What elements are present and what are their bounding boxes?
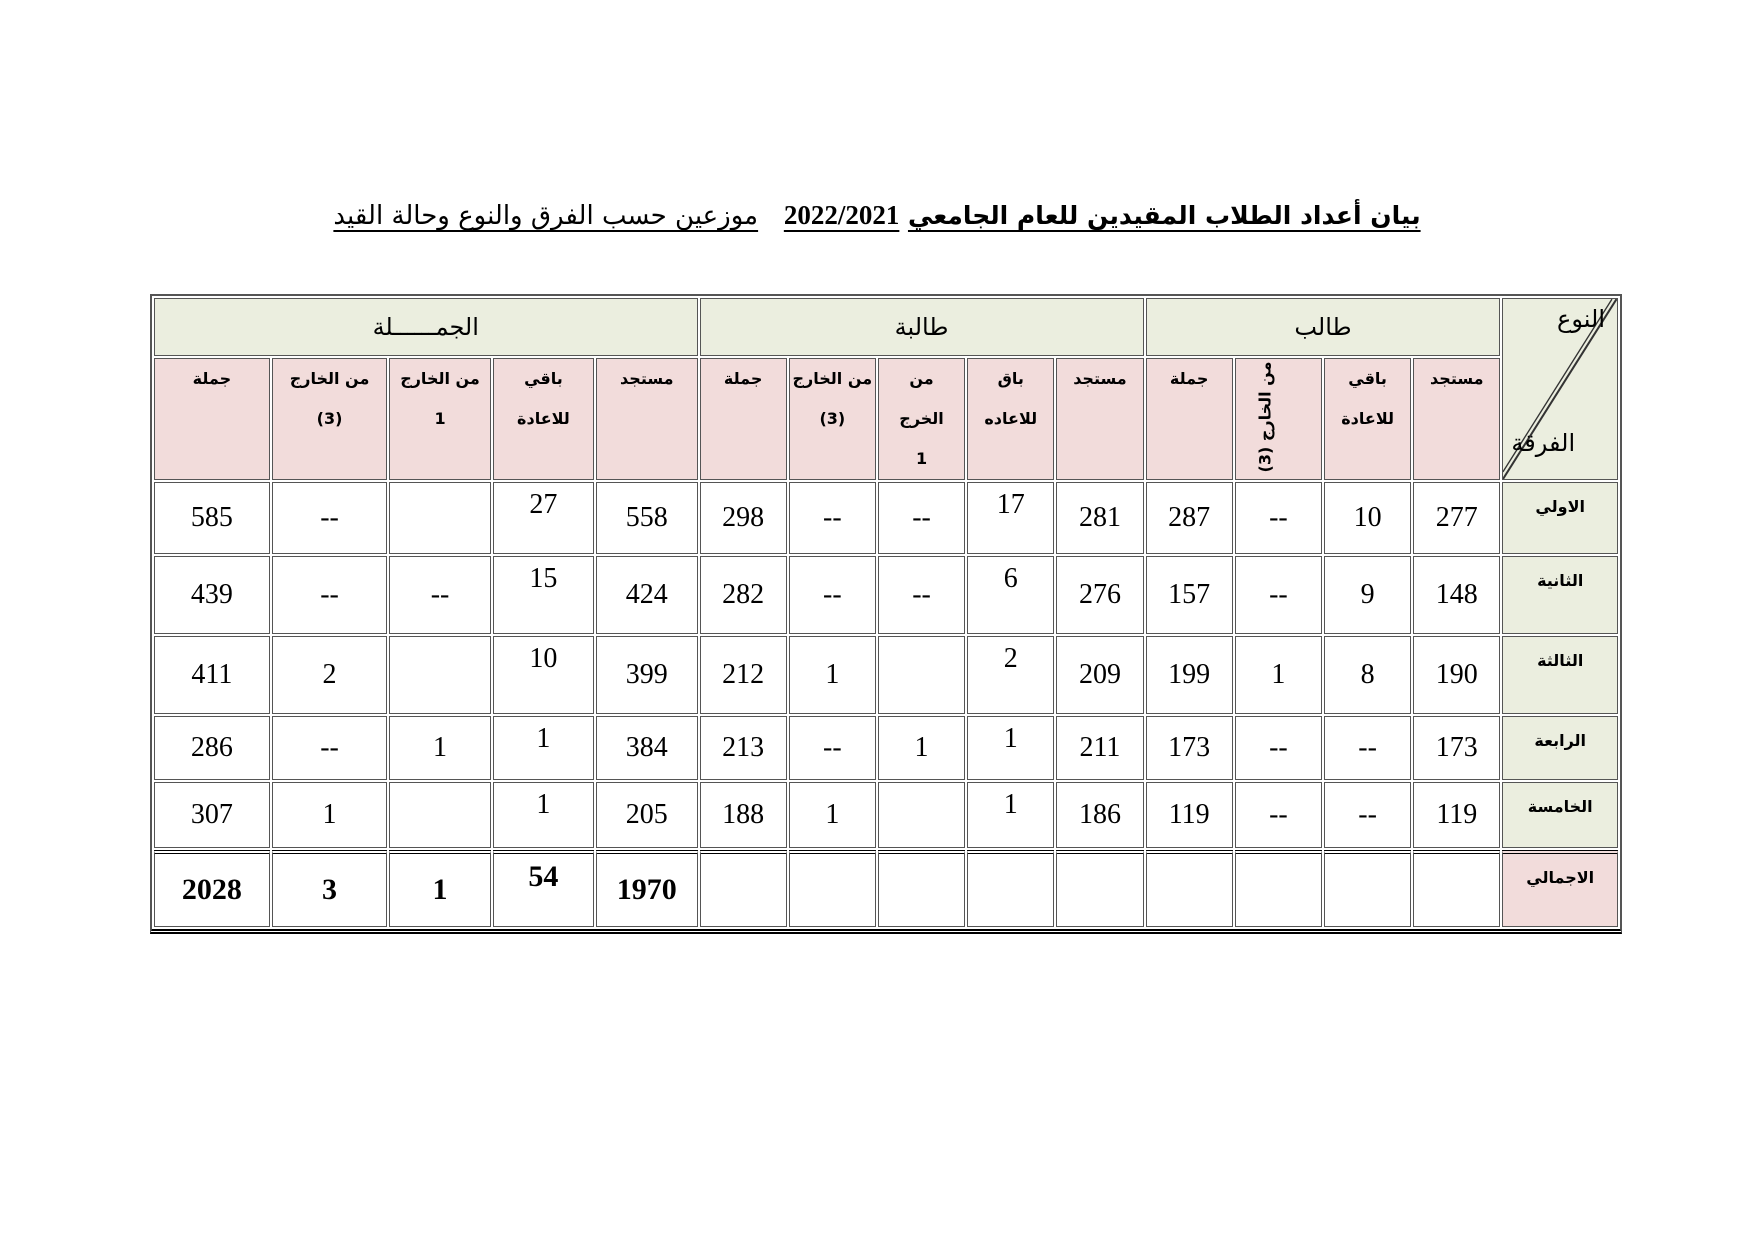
- cell: 558: [596, 482, 697, 554]
- cell: [789, 850, 876, 927]
- cell: 9: [1324, 556, 1411, 634]
- table-row: [154, 782, 1618, 848]
- cell: --: [789, 556, 876, 634]
- cell: 286: [154, 716, 270, 780]
- cell: [878, 782, 965, 848]
- cell: [700, 850, 787, 927]
- cell: --: [1235, 782, 1322, 848]
- cell: 209: [1056, 636, 1143, 714]
- cell: 1: [1235, 636, 1322, 714]
- cell: 3: [272, 850, 388, 927]
- cell: 281: [1056, 482, 1143, 554]
- cell: 54: [493, 850, 594, 927]
- cell: 119: [1146, 782, 1233, 848]
- cell: 190: [1413, 636, 1500, 714]
- total-remain-header: باقي للاعادة: [493, 358, 594, 480]
- cell: --: [878, 482, 965, 554]
- table-row: [154, 716, 1618, 780]
- cell: [967, 850, 1054, 927]
- total-sum-header: جملة: [154, 358, 270, 480]
- cell: 211: [1056, 716, 1143, 780]
- group-female: طالبة: [700, 298, 1144, 356]
- cell: --: [389, 556, 490, 634]
- cell: 439: [154, 556, 270, 634]
- cell: 287: [1146, 482, 1233, 554]
- cell: 1: [789, 782, 876, 848]
- cell: 1: [789, 636, 876, 714]
- female-out1-header: من الخرج 1: [878, 358, 965, 480]
- cell: [878, 636, 965, 714]
- cell: [1235, 850, 1322, 927]
- cell: --: [789, 716, 876, 780]
- cell: 6: [967, 556, 1054, 634]
- cell: --: [272, 556, 388, 634]
- students-table: [150, 294, 1622, 934]
- cell: 585: [154, 482, 270, 554]
- cell: 424: [596, 556, 697, 634]
- cell: [1146, 850, 1233, 927]
- cell: 173: [1413, 716, 1500, 780]
- male-outside-header: من الخارج (3): [1235, 358, 1322, 480]
- cell: 1: [389, 716, 490, 780]
- cell: 2: [967, 636, 1054, 714]
- cell: 148: [1413, 556, 1500, 634]
- cell: --: [1235, 716, 1322, 780]
- total-out1-header: من الخارج 1: [389, 358, 490, 480]
- row-label: الثالثة: [1502, 636, 1618, 714]
- cell: 1: [389, 850, 490, 927]
- cell: 1: [272, 782, 388, 848]
- cell: [1056, 850, 1143, 927]
- cell: 17: [967, 482, 1054, 554]
- corner-level-label: الفرقة: [1511, 429, 1576, 457]
- cell: 1: [967, 716, 1054, 780]
- row-label: الاولي: [1502, 482, 1618, 554]
- cell: 298: [700, 482, 787, 554]
- title-part1: بيان أعداد الطلاب المقيدين للعام الجامعي: [907, 201, 1421, 230]
- female-out3-header: من الخارج (3): [789, 358, 876, 480]
- table-row: [154, 636, 1618, 714]
- cell: 1: [967, 782, 1054, 848]
- table-row: [154, 556, 1618, 634]
- cell: [878, 850, 965, 927]
- cell: --: [878, 556, 965, 634]
- cell: 2: [272, 636, 388, 714]
- total-out3-header: من الخارج (3): [272, 358, 388, 480]
- cell: --: [272, 716, 388, 780]
- female-new-header: مستجد: [1056, 358, 1143, 480]
- cell: 27: [493, 482, 594, 554]
- cell: 199: [1146, 636, 1233, 714]
- cell: 205: [596, 782, 697, 848]
- cell: [389, 636, 490, 714]
- cell: 1: [878, 716, 965, 780]
- cell: 411: [154, 636, 270, 714]
- cell: 276: [1056, 556, 1143, 634]
- total-row: [154, 850, 1618, 927]
- cell: 10: [493, 636, 594, 714]
- cell: 10: [1324, 482, 1411, 554]
- cell: --: [789, 482, 876, 554]
- cell: --: [272, 482, 388, 554]
- cell: 1970: [596, 850, 697, 927]
- cell: 212: [700, 636, 787, 714]
- total-new-header: مستجد: [596, 358, 697, 480]
- row-label: الرابعة: [1502, 716, 1618, 780]
- cell: [389, 482, 490, 554]
- female-sum-header: جملة: [700, 358, 787, 480]
- cell: 173: [1146, 716, 1233, 780]
- table-row: [154, 482, 1618, 554]
- cell: 282: [700, 556, 787, 634]
- cell: 307: [154, 782, 270, 848]
- cell: 188: [700, 782, 787, 848]
- male-new-header: مستجد: [1413, 358, 1500, 480]
- cell: [1324, 850, 1411, 927]
- page-title: [0, 195, 1754, 236]
- corner-type-label: النوع: [1557, 305, 1605, 333]
- title-year: 2022/2021: [783, 200, 900, 230]
- row-label: الثانية: [1502, 556, 1618, 634]
- cell: 15: [493, 556, 594, 634]
- male-remain-header: باقي للاعادة: [1324, 358, 1411, 480]
- corner-cell: [1502, 298, 1618, 480]
- cell: 2028: [154, 850, 270, 927]
- cell: 1: [493, 716, 594, 780]
- group-total: الجمــــــلة: [154, 298, 698, 356]
- total-row-label: الاجمالي: [1502, 850, 1618, 927]
- cell: --: [1235, 482, 1322, 554]
- cell: 157: [1146, 556, 1233, 634]
- cell: 277: [1413, 482, 1500, 554]
- cell: 8: [1324, 636, 1411, 714]
- cell: 119: [1413, 782, 1500, 848]
- cell: 1: [493, 782, 594, 848]
- title-part2: موزعين حسب الفرق والنوع وحالة القيد: [333, 201, 759, 231]
- cell: 186: [1056, 782, 1143, 848]
- cell: 213: [700, 716, 787, 780]
- cell: 399: [596, 636, 697, 714]
- cell: 384: [596, 716, 697, 780]
- cell: [1413, 850, 1500, 927]
- cell: --: [1324, 716, 1411, 780]
- cell: [389, 782, 490, 848]
- male-sum-header: جملة: [1146, 358, 1233, 480]
- row-label: الخامسة: [1502, 782, 1618, 848]
- cell: --: [1235, 556, 1322, 634]
- female-remain-header: باق للاعاده: [967, 358, 1054, 480]
- group-male: طالب: [1146, 298, 1501, 356]
- cell: --: [1324, 782, 1411, 848]
